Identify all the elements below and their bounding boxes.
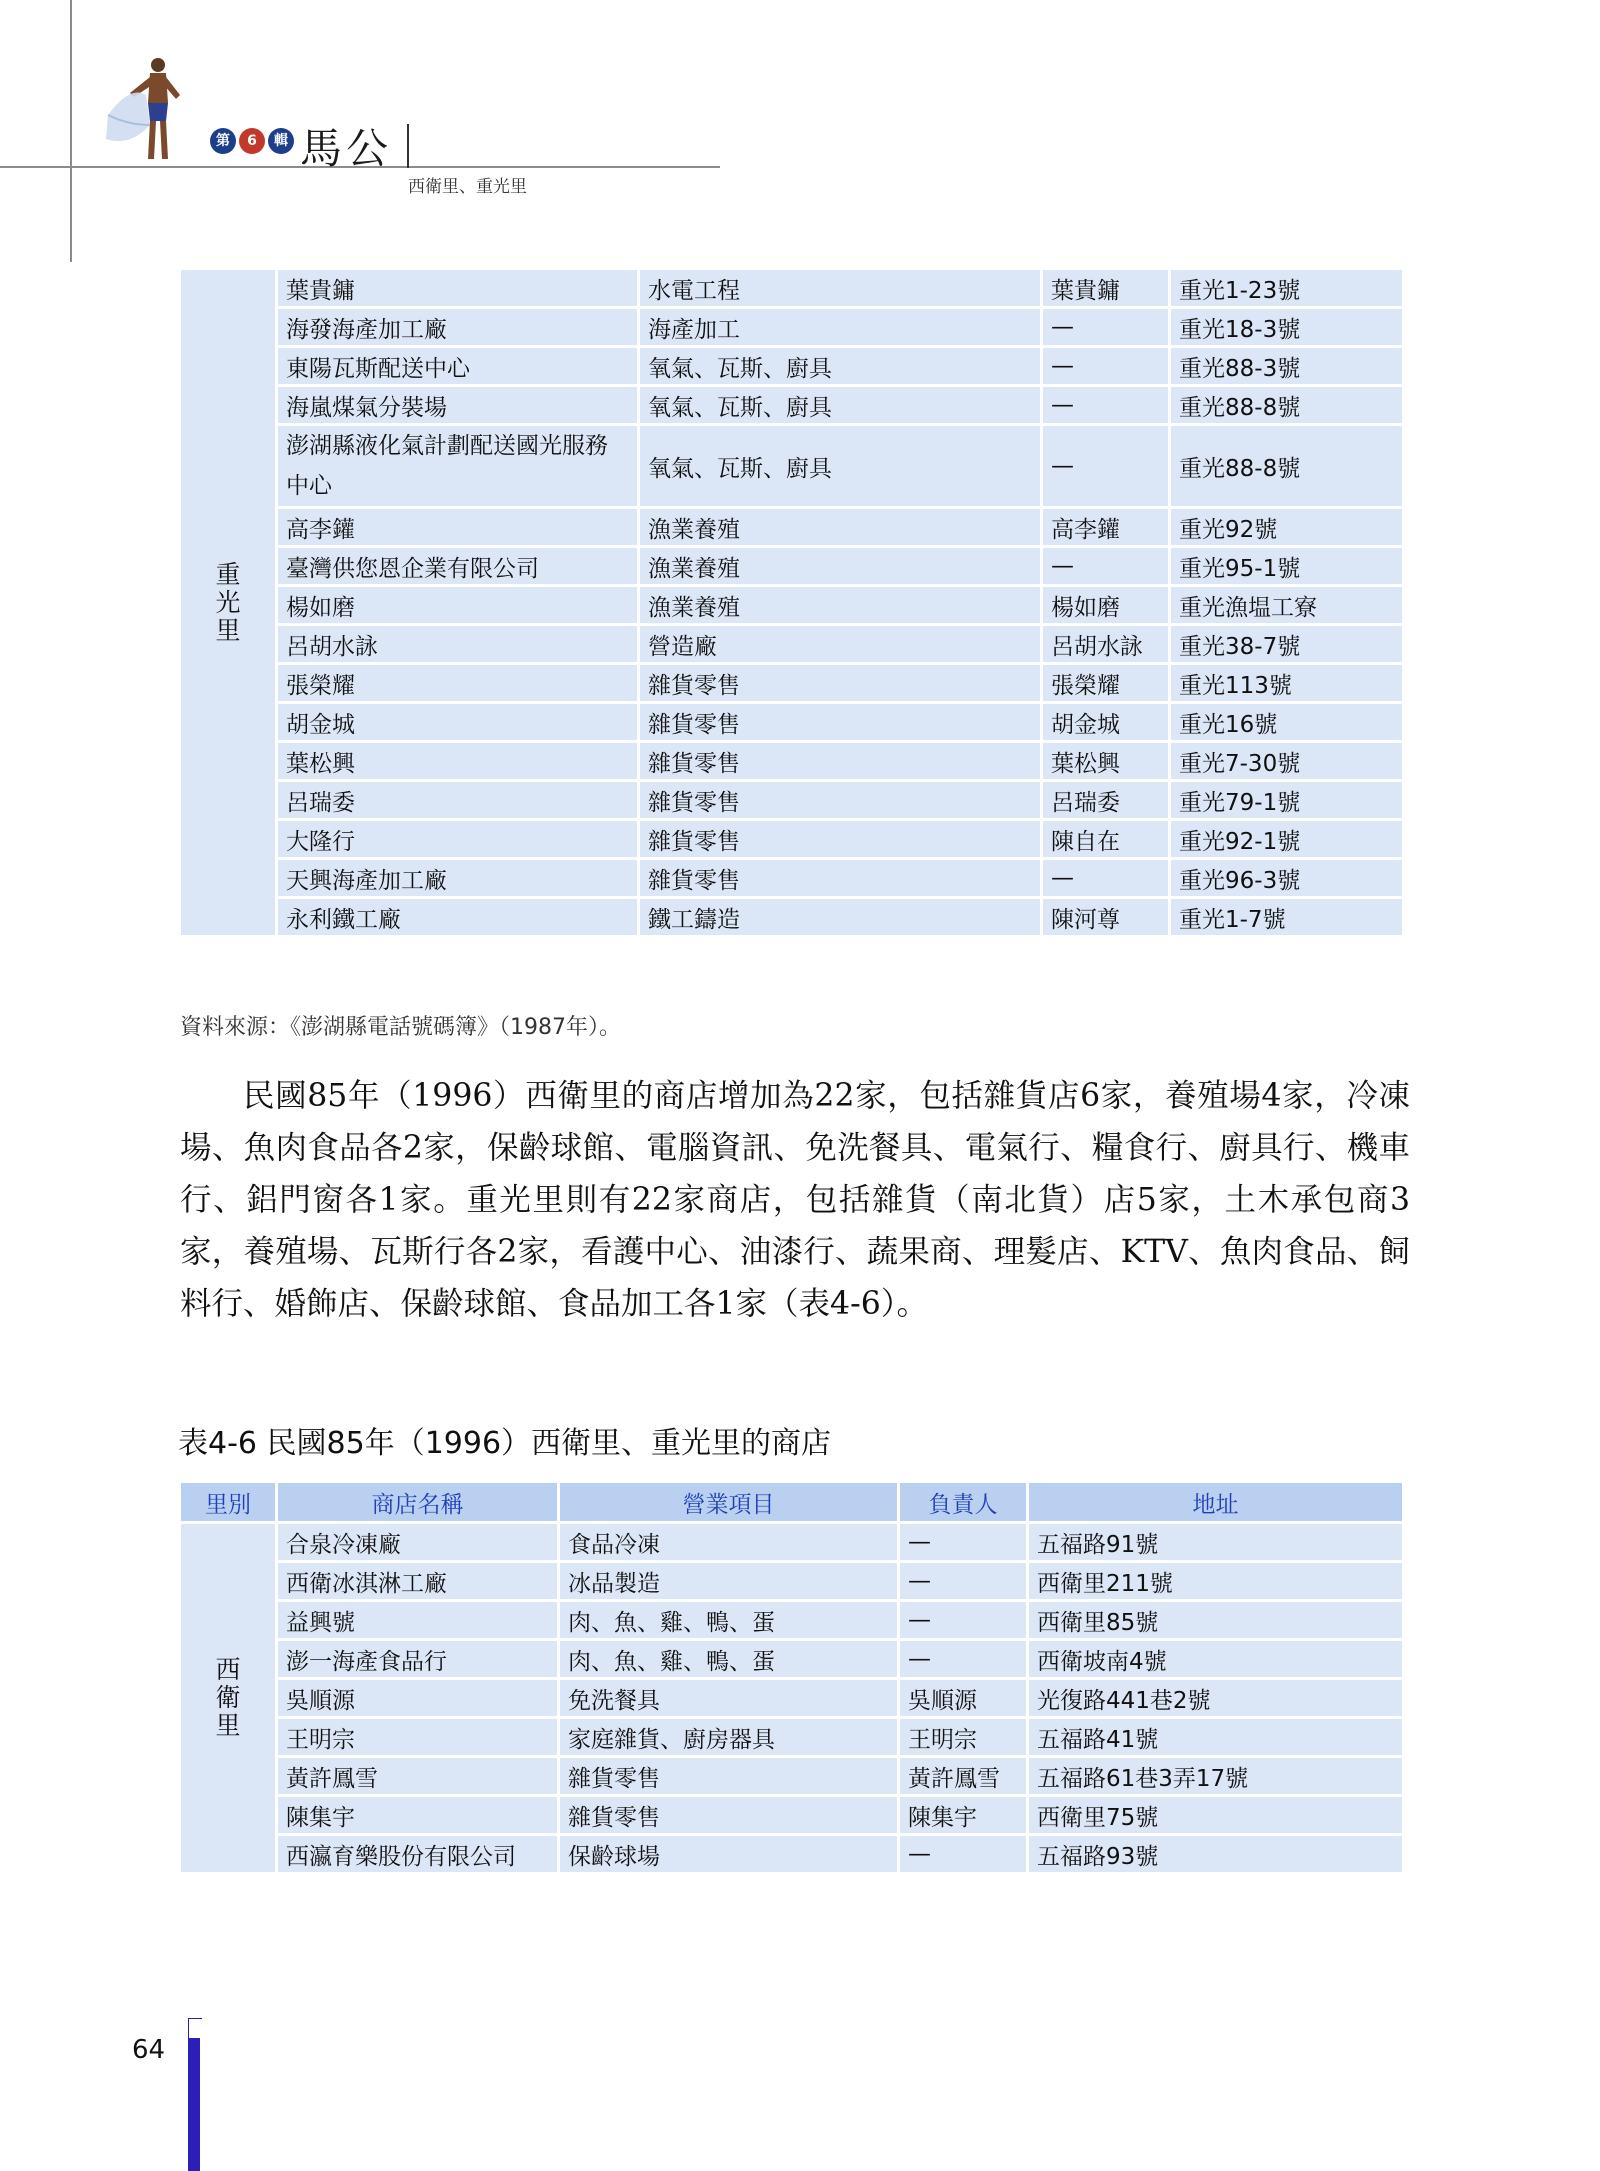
store-table-1987 bbox=[178, 267, 1405, 938]
page-number: 64 bbox=[132, 2035, 166, 2065]
cell-owner: — bbox=[1042, 347, 1170, 386]
cell-address: 五福路91號 bbox=[1028, 1523, 1404, 1562]
district-cell bbox=[180, 269, 277, 937]
cell-owner: — bbox=[899, 1562, 1028, 1601]
table-row bbox=[180, 820, 1404, 859]
table-row bbox=[180, 742, 1404, 781]
source-note: 資料來源：《澎湖縣電話號碼簿》（1987年）。 bbox=[180, 1015, 621, 1040]
table-row bbox=[180, 269, 1404, 308]
header-vertical-rule bbox=[70, 0, 72, 262]
cell-address: 重光113號 bbox=[1170, 664, 1404, 703]
cell-name: 呂瑞委 bbox=[277, 781, 639, 820]
cell-business: 漁業養殖 bbox=[639, 547, 1042, 586]
cell-name: 臺灣供您恩企業有限公司 bbox=[277, 547, 639, 586]
cell-name: 王明宗 bbox=[277, 1718, 559, 1757]
chapter-char-1: 第 bbox=[210, 128, 236, 154]
cell-owner: 葉松興 bbox=[1042, 742, 1170, 781]
cell-address: 五福路93號 bbox=[1028, 1835, 1404, 1874]
table-row bbox=[180, 898, 1404, 937]
cell-business: 免洗餐具 bbox=[559, 1679, 899, 1718]
cell-owner: — bbox=[899, 1835, 1028, 1874]
table-row bbox=[180, 586, 1404, 625]
cell-name: 呂胡水詠 bbox=[277, 625, 639, 664]
table-row bbox=[180, 1796, 1404, 1835]
cell-owner: — bbox=[899, 1640, 1028, 1679]
table-row bbox=[180, 386, 1404, 425]
cell-owner: 王明宗 bbox=[899, 1718, 1028, 1757]
cell-business: 肉、魚、雞、鴨、蛋 bbox=[559, 1640, 899, 1679]
cell-business: 氧氣、瓦斯、廚具 bbox=[639, 386, 1042, 425]
cell-owner: 陳集宇 bbox=[899, 1796, 1028, 1835]
cell-address: 西衛坡南4號 bbox=[1028, 1640, 1404, 1679]
cell-address: 重光92號 bbox=[1170, 508, 1404, 547]
book-title: 馬公 bbox=[300, 124, 393, 173]
cell-business: 鐵工鑄造 bbox=[639, 898, 1042, 937]
header-district: 里別 bbox=[180, 1482, 277, 1523]
cell-business: 海產加工 bbox=[639, 308, 1042, 347]
cell-address: 重光92-1號 bbox=[1170, 820, 1404, 859]
header-address: 地址 bbox=[1028, 1482, 1404, 1523]
cell-owner: — bbox=[1042, 547, 1170, 586]
cell-address: 重光88-3號 bbox=[1170, 347, 1404, 386]
cell-name: 黃許鳳雪 bbox=[277, 1757, 559, 1796]
district-label: 西衛里 bbox=[215, 1655, 241, 1740]
cell-name: 大隆行 bbox=[277, 820, 639, 859]
cell-owner: — bbox=[1042, 859, 1170, 898]
cell-owner: — bbox=[899, 1523, 1028, 1562]
cell-owner: 陳自在 bbox=[1042, 820, 1170, 859]
body-paragraph: 民國85年（1996）西衛里的商店增加為22家，包括雜貨店6家，養殖場4家，冷凍場、魚肉食品各2家，保齡球館、電腦資訊、免洗餐具、電氣行、糧食行、廚具行、機車行、鋁門窗各1家。重光里則有22家商店，包括雜貨（南北貨）店5家，土木承包商3家，養殖場、瓦斯行各2家，看護中心、油漆行、蔬果商、理髮店、KTV、魚肉食品、飼料行、婚飾店、保齡球館、食品加工各1家（表4-6）。 bbox=[180, 1078, 1410, 1322]
cell-address: 重光1-23號 bbox=[1170, 269, 1404, 308]
footer-tick bbox=[188, 2018, 202, 2019]
cell-address: 重光79-1號 bbox=[1170, 781, 1404, 820]
cell-name: 葉貴鏞 bbox=[277, 269, 639, 308]
table-row bbox=[180, 425, 1404, 508]
cell-business: 雜貨零售 bbox=[639, 664, 1042, 703]
cell-name: 澎一海產食品行 bbox=[277, 1640, 559, 1679]
cell-address: 重光88-8號 bbox=[1170, 386, 1404, 425]
cell-business: 雜貨零售 bbox=[639, 781, 1042, 820]
cell-address: 重光38-7號 bbox=[1170, 625, 1404, 664]
table-row bbox=[180, 664, 1404, 703]
cell-name: 高李鑵 bbox=[277, 508, 639, 547]
cell-owner: 胡金城 bbox=[1042, 703, 1170, 742]
cell-address: 重光7-30號 bbox=[1170, 742, 1404, 781]
cell-address: 西衛里75號 bbox=[1028, 1796, 1404, 1835]
section-subtitle: 西衛里、重光里 bbox=[408, 177, 527, 197]
cell-address: 重光88-8號 bbox=[1170, 425, 1404, 508]
table-row bbox=[180, 1679, 1404, 1718]
cell-name: 楊如磨 bbox=[277, 586, 639, 625]
cell-owner: 葉貴鏞 bbox=[1042, 269, 1170, 308]
table-row bbox=[180, 1835, 1404, 1874]
cell-name: 吳順源 bbox=[277, 1679, 559, 1718]
cell-name: 東陽瓦斯配送中心 bbox=[277, 347, 639, 386]
store-table-1996 bbox=[178, 1480, 1405, 1875]
cell-owner: — bbox=[1042, 386, 1170, 425]
cell-name: 益興號 bbox=[277, 1601, 559, 1640]
table-row bbox=[180, 547, 1404, 586]
cell-address: 五福路41號 bbox=[1028, 1718, 1404, 1757]
cell-owner: 吳順源 bbox=[899, 1679, 1028, 1718]
table-row bbox=[180, 859, 1404, 898]
fisherman-illustration bbox=[100, 55, 190, 167]
cell-business: 氧氣、瓦斯、廚具 bbox=[639, 347, 1042, 386]
cell-address: 重光18-3號 bbox=[1170, 308, 1404, 347]
cell-business: 雜貨零售 bbox=[639, 820, 1042, 859]
footer-bar bbox=[188, 2038, 200, 2171]
cell-business: 雜貨零售 bbox=[639, 703, 1042, 742]
cell-business: 水電工程 bbox=[639, 269, 1042, 308]
cell-business: 冰品製造 bbox=[559, 1562, 899, 1601]
cell-owner: 黃許鳳雪 bbox=[899, 1757, 1028, 1796]
table-row bbox=[180, 625, 1404, 664]
cell-address: 光復路441巷2號 bbox=[1028, 1679, 1404, 1718]
cell-address: 五福路61巷3弄17號 bbox=[1028, 1757, 1404, 1796]
table-row bbox=[180, 347, 1404, 386]
table-row bbox=[180, 1640, 1404, 1679]
cell-owner: 高李鑵 bbox=[1042, 508, 1170, 547]
cell-name: 西瀛育樂股份有限公司 bbox=[277, 1835, 559, 1874]
cell-address: 重光1-7號 bbox=[1170, 898, 1404, 937]
table-row bbox=[180, 703, 1404, 742]
header-business: 營業項目 bbox=[559, 1482, 899, 1523]
cell-name: 天興海產加工廠 bbox=[277, 859, 639, 898]
cell-name: 合泉冷凍廠 bbox=[277, 1523, 559, 1562]
cell-owner: 張榮耀 bbox=[1042, 664, 1170, 703]
table-row bbox=[180, 1757, 1404, 1796]
cell-address: 重光95-1號 bbox=[1170, 547, 1404, 586]
chapter-badge bbox=[210, 128, 294, 154]
cell-business: 雜貨零售 bbox=[639, 859, 1042, 898]
cell-name: 永利鐵工廠 bbox=[277, 898, 639, 937]
cell-address: 西衛里85號 bbox=[1028, 1601, 1404, 1640]
table-row bbox=[180, 1523, 1404, 1562]
table-row bbox=[180, 508, 1404, 547]
chapter-number: 6 bbox=[239, 128, 265, 154]
district-label: 重光里 bbox=[215, 559, 241, 645]
cell-business: 保齡球場 bbox=[559, 1835, 899, 1874]
cell-name: 海嵐煤氣分裝場 bbox=[277, 386, 639, 425]
cell-name: 澎湖縣液化氣計劃配送國光服務中心 bbox=[277, 425, 639, 508]
cell-name: 西衛冰淇淋工廠 bbox=[277, 1562, 559, 1601]
cell-owner: 楊如磨 bbox=[1042, 586, 1170, 625]
cell-name: 陳集宇 bbox=[277, 1796, 559, 1835]
cell-owner: — bbox=[899, 1601, 1028, 1640]
footer-rule bbox=[188, 2018, 189, 2038]
cell-address: 重光16號 bbox=[1170, 703, 1404, 742]
cell-address: 西衛里211號 bbox=[1028, 1562, 1404, 1601]
title-divider bbox=[407, 124, 409, 168]
header-store-name: 商店名稱 bbox=[277, 1482, 559, 1523]
cell-business: 營造廠 bbox=[639, 625, 1042, 664]
cell-business: 雜貨零售 bbox=[559, 1796, 899, 1835]
cell-business: 食品冷凍 bbox=[559, 1523, 899, 1562]
cell-owner: — bbox=[1042, 425, 1170, 508]
cell-business: 漁業養殖 bbox=[639, 508, 1042, 547]
table-row bbox=[180, 781, 1404, 820]
cell-name: 胡金城 bbox=[277, 703, 639, 742]
cell-business: 雜貨零售 bbox=[559, 1757, 899, 1796]
cell-address: 重光漁塭工寮 bbox=[1170, 586, 1404, 625]
table-caption: 表4-6 民國85年（1996）西衛里、重光里的商店 bbox=[178, 1426, 832, 1461]
cell-name: 海發海產加工廠 bbox=[277, 308, 639, 347]
cell-owner: 呂瑞委 bbox=[1042, 781, 1170, 820]
district-cell bbox=[180, 1523, 277, 1874]
header-owner: 負責人 bbox=[899, 1482, 1028, 1523]
cell-name: 葉松興 bbox=[277, 742, 639, 781]
cell-owner: 呂胡水詠 bbox=[1042, 625, 1170, 664]
table-row bbox=[180, 1601, 1404, 1640]
table-header-row bbox=[180, 1482, 1404, 1523]
cell-business: 家庭雜貨、廚房器具 bbox=[559, 1718, 899, 1757]
chapter-char-3: 輯 bbox=[268, 128, 294, 154]
cell-name: 張榮耀 bbox=[277, 664, 639, 703]
table-row bbox=[180, 1562, 1404, 1601]
cell-business: 雜貨零售 bbox=[639, 742, 1042, 781]
cell-business: 氧氣、瓦斯、廚具 bbox=[639, 425, 1042, 508]
cell-owner: — bbox=[1042, 308, 1170, 347]
table-row bbox=[180, 308, 1404, 347]
table-row bbox=[180, 1718, 1404, 1757]
cell-business: 漁業養殖 bbox=[639, 586, 1042, 625]
cell-owner: 陳河尊 bbox=[1042, 898, 1170, 937]
cell-address: 重光96-3號 bbox=[1170, 859, 1404, 898]
cell-business: 肉、魚、雞、鴨、蛋 bbox=[559, 1601, 899, 1640]
